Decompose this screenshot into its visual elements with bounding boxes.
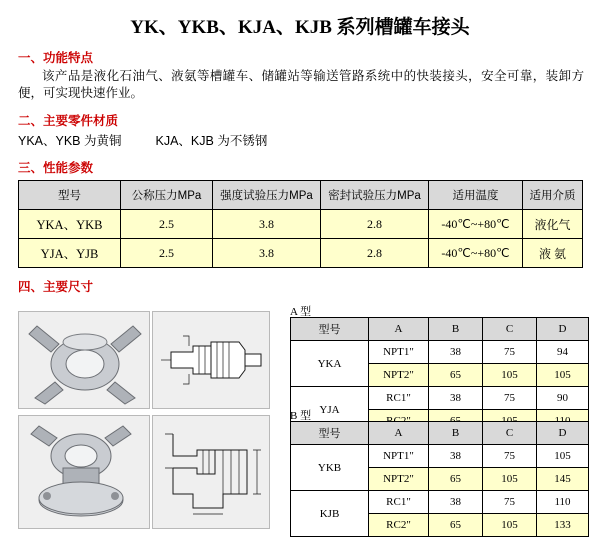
dimension-table-a xyxy=(290,317,589,433)
dimb-r0-c2: 38 xyxy=(429,445,483,468)
perf-r0-c4: -40℃~+80℃ xyxy=(429,210,523,239)
dima-model-yja: YJA xyxy=(291,387,369,433)
section-heading-material: 二、主要零件材质 xyxy=(18,114,119,128)
perf-r1-c4: -40℃~+80℃ xyxy=(429,239,523,268)
dima-r2-c2: 38 xyxy=(429,387,483,410)
section-heading-performance: 三、性能参数 xyxy=(18,161,94,175)
material-line xyxy=(18,131,600,149)
perf-r0-c3: 2.8 xyxy=(321,210,429,239)
table-row xyxy=(291,341,589,364)
dimb-r2-c4: 110 xyxy=(537,491,589,514)
dimb-col-0: 型号 xyxy=(291,422,369,445)
perf-r0-c1: 2.5 xyxy=(121,210,213,239)
dimb-col-1: A xyxy=(369,422,429,445)
perf-r0-c0: YKA、YKB xyxy=(19,210,121,239)
dima-r2-c4: 90 xyxy=(537,387,589,410)
dimb-col-2: B xyxy=(429,422,483,445)
dima-model-yka: YKA xyxy=(291,341,369,387)
dimb-r1-c1: NPT2" xyxy=(369,468,429,491)
dimb-r0-c1: NPT1" xyxy=(369,445,429,468)
dimb-model-kjb: KJB xyxy=(291,491,369,537)
dimb-r3-c1: RC2" xyxy=(369,514,429,537)
table-row xyxy=(291,387,589,410)
perf-col-5: 适用介质 xyxy=(523,181,583,210)
table-row xyxy=(19,239,583,268)
dimb-r0-c4: 105 xyxy=(537,445,589,468)
page-title: YK、YKB、KJA、KJB 系列槽罐车接头 xyxy=(130,17,470,38)
perf-r1-c5: 液 氨 xyxy=(523,239,583,268)
perf-col-1: 公称压力MPa xyxy=(121,181,213,210)
table-row xyxy=(19,210,583,239)
dimb-r3-c3: 105 xyxy=(483,514,537,537)
dimb-r1-c4: 145 xyxy=(537,468,589,491)
table-row xyxy=(291,445,589,468)
perf-r1-c2: 3.8 xyxy=(213,239,321,268)
perf-r0-c5: 液化气 xyxy=(523,210,583,239)
section-heading-dimensions: 四、主要尺寸 xyxy=(18,280,94,294)
dimb-r1-c2: 65 xyxy=(429,468,483,491)
dima-r1-c3: 105 xyxy=(483,364,537,387)
dima-r1-c2: 65 xyxy=(429,364,483,387)
perf-r0-c2: 3.8 xyxy=(213,210,321,239)
dima-col-0: 型号 xyxy=(291,318,369,341)
performance-table-wrap xyxy=(18,180,600,268)
table-header-row xyxy=(19,181,583,210)
dimb-r0-c3: 75 xyxy=(483,445,537,468)
dima-r0-c2: 38 xyxy=(429,341,483,364)
dima-r0-c3: 75 xyxy=(483,341,537,364)
dimb-r3-c4: 133 xyxy=(537,514,589,537)
drawing-b xyxy=(152,415,270,529)
dimb-r2-c3: 75 xyxy=(483,491,537,514)
product-photo-a xyxy=(18,311,150,409)
material-left: YKA、YKB 为黄铜 xyxy=(18,134,122,148)
section-heading-features: 一、功能特点 xyxy=(18,51,94,65)
group-label-a: A 型 xyxy=(290,306,312,318)
dima-col-2: B xyxy=(429,318,483,341)
perf-col-4: 适用温度 xyxy=(429,181,523,210)
dima-col-3: C xyxy=(483,318,537,341)
dima-r2-c1: RC1" xyxy=(369,387,429,410)
dimb-model-ykb: YKB xyxy=(291,445,369,491)
dima-r1-c4: 105 xyxy=(537,364,589,387)
features-body: 该产品是液化石油气、液氨等槽罐车、储罐站等输送管路系统中的快装接头，安全可靠，装卸方便，可实现快速作业。 xyxy=(18,69,584,100)
table-row xyxy=(291,491,589,514)
perf-col-3: 密封试验压力MPa xyxy=(321,181,429,210)
dima-r0-c1: NPT1" xyxy=(369,341,429,364)
dimb-r2-c1: RC1" xyxy=(369,491,429,514)
material-right: KJA、KJB 为不锈钢 xyxy=(155,134,268,148)
table-header-row xyxy=(291,422,589,445)
dimb-r1-c3: 105 xyxy=(483,468,537,491)
dimb-col-3: C xyxy=(483,422,537,445)
dimb-r2-c2: 38 xyxy=(429,491,483,514)
performance-table xyxy=(18,180,583,268)
dima-r1-c1: NPT2" xyxy=(369,364,429,387)
perf-col-2: 强度试验压力MPa xyxy=(213,181,321,210)
dima-col-1: A xyxy=(369,318,429,341)
product-photo-b xyxy=(18,415,150,529)
dimb-col-4: D xyxy=(537,422,589,445)
perf-col-0: 型号 xyxy=(19,181,121,210)
dimension-table-b xyxy=(290,421,589,537)
group-label-b: B 型 xyxy=(290,410,312,422)
dima-col-4: D xyxy=(537,318,589,341)
drawing-a xyxy=(152,311,270,409)
dima-r2-c3: 75 xyxy=(483,387,537,410)
perf-r1-c1: 2.5 xyxy=(121,239,213,268)
dimb-r3-c2: 65 xyxy=(429,514,483,537)
document-page xyxy=(0,12,600,531)
perf-r1-c3: 2.8 xyxy=(321,239,429,268)
perf-r1-c0: YJA、YJB xyxy=(19,239,121,268)
dima-r0-c4: 94 xyxy=(537,341,589,364)
table-header-row xyxy=(291,318,589,341)
